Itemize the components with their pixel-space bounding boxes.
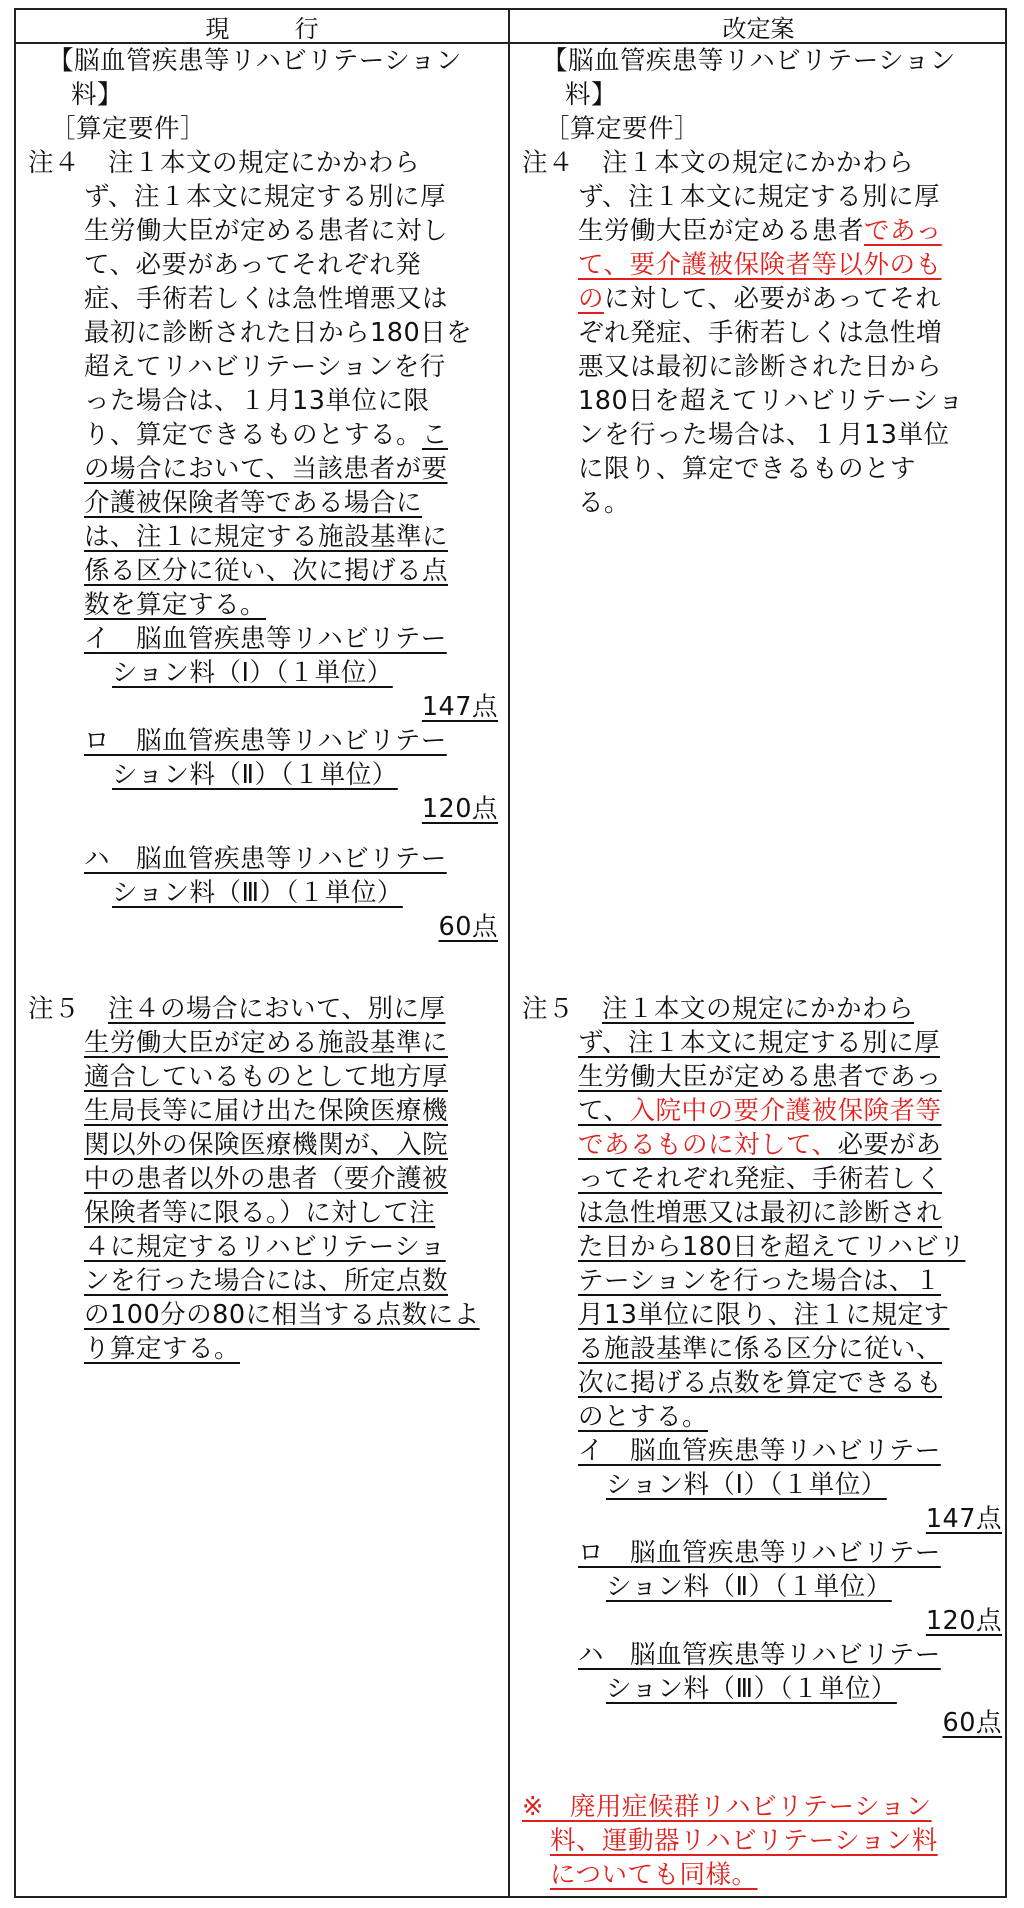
- requirements-heading: ［算定要件］: [544, 114, 701, 144]
- comparison-table: [14, 8, 1007, 1898]
- item-label: ロ 脳血管疾患等リハビリテー: [84, 726, 447, 756]
- item-label-cont: ション料（Ⅲ）（１単位）: [112, 878, 403, 908]
- note4-line: 注１本文の規定にかかわら: [602, 148, 915, 178]
- note5-line: の100分の80に相当する点数によ: [84, 1300, 480, 1330]
- note5-line: 関以外の保険医療機関が、入院: [84, 1130, 449, 1160]
- note4-underlined-line: 介護被保険者等である場合に: [84, 488, 423, 518]
- note5-line: 注４の場合において、別に厚: [108, 994, 446, 1024]
- note5-line: 次に掲げる点数を算定できるも: [578, 1368, 943, 1398]
- note5-line: 生労働大臣が定める施設基準に: [84, 1028, 449, 1058]
- header-revised: 改定案: [722, 14, 795, 43]
- note4-underlined-line: 係る区分に従い、次に掲げる点: [84, 556, 449, 586]
- note4-text: り、算定できるものとする。: [84, 420, 423, 450]
- note5-label: 注５: [28, 994, 81, 1024]
- note5-label: 注５: [522, 994, 575, 1024]
- note4-line: ず、注１本文に規定する別に厚: [84, 182, 446, 212]
- note5-line: ４に規定するリハビリテーショ: [84, 1232, 446, 1262]
- note4-line: 180日を超えてリハビリテーショ: [578, 386, 964, 416]
- note4-line: て、必要があってそれぞれ発: [84, 250, 422, 280]
- note5-line: 月13単位に限り、注１に規定す: [578, 1300, 950, 1330]
- note4-line: [578, 214, 942, 248]
- note4-line: ンを行った場合は、１月13単位: [578, 420, 950, 450]
- note5-line: 保険者等に限る。）に対して注: [84, 1198, 436, 1228]
- note4-added-text: であっ: [864, 216, 942, 246]
- note4-underlined-start: こ: [422, 420, 449, 450]
- section-title: 【脳血管疾患等リハビリテーション: [48, 46, 462, 76]
- note5-line: り算定する。: [84, 1334, 241, 1364]
- footnote-mark: ※: [522, 1792, 544, 1822]
- footnote-text: 廃用症候群リハビリテーション: [569, 1792, 932, 1822]
- note4-line: 超えてリハビリテーションを行: [84, 352, 446, 382]
- note5-text: 必要があ: [837, 1130, 942, 1160]
- note4-line: 注１本文の規定にかかわら: [108, 148, 421, 178]
- item-label-cont: ション料（Ⅰ）（１単位）: [112, 658, 393, 688]
- note4-text: 生労働大臣が定める患者: [578, 216, 865, 246]
- note4-line: 生労働大臣が定める患者に対し: [84, 216, 449, 246]
- note4-underlined-line: は、注１に規定する施設基準に: [84, 522, 449, 552]
- item-label: ハ 脳血管疾患等リハビリテー: [578, 1640, 941, 1670]
- note4-line: [84, 418, 448, 452]
- item-label-cont: ション料（Ⅲ）（１単位）: [606, 1674, 897, 1704]
- item-points: 60点: [438, 912, 498, 942]
- item-points: 60点: [942, 1708, 1002, 1738]
- section-title: 【脳血管疾患等リハビリテーション: [542, 46, 956, 76]
- note5-line: 注１本文の規定にかかわら: [602, 994, 915, 1024]
- note4-line: 症、手術若しくは急性増悪又は: [84, 284, 449, 314]
- item-label: イ 脳血管疾患等リハビリテー: [84, 624, 447, 654]
- note5-line: ってそれぞれ発症、手術若しく: [578, 1164, 943, 1194]
- note5-line: [578, 1128, 942, 1162]
- item-points: 120点: [421, 794, 498, 824]
- note4-line: る。: [578, 488, 631, 518]
- note5-line: 生局長等に届け出た保険医療機: [84, 1096, 449, 1126]
- note4-line: 最初に診断された日から180日を: [84, 318, 473, 348]
- note4-added-line: て、要介護被保険者等以外のも: [578, 250, 942, 280]
- note4-line: った場合は、１月13単位に限: [84, 386, 430, 416]
- note5-line: ンを行った場合には、所定点数: [84, 1266, 449, 1296]
- note4-label: 注４: [28, 148, 81, 178]
- note5-line: 中の患者以外の患者（要介護被: [84, 1164, 449, 1194]
- note5-line: た日から180日を超えてリハビリ: [578, 1232, 966, 1262]
- item-label: ハ 脳血管疾患等リハビリテー: [84, 844, 447, 874]
- note5-line: [578, 1094, 942, 1128]
- item-label: ロ 脳血管疾患等リハビリテー: [578, 1538, 941, 1568]
- item-label-cont: ション料（Ⅱ）（１単位）: [606, 1572, 892, 1602]
- note5-line: 生労働大臣が定める患者であっ: [578, 1062, 942, 1092]
- footnote-line: についても同様。: [550, 1860, 758, 1890]
- note4-underlined-line: の場合において、当該患者が要: [84, 454, 448, 484]
- note4-line: ぞれ発症、手術若しくは急性増: [578, 318, 943, 348]
- item-label: イ 脳血管疾患等リハビリテー: [578, 1436, 941, 1466]
- note5-line: 適合しているものとして地方厚: [84, 1062, 449, 1092]
- note5-text: て、: [578, 1096, 630, 1126]
- footnote-line: 料、運動器リハビリテーション料: [550, 1826, 938, 1856]
- note4-added-text: の: [578, 284, 605, 314]
- item-label-cont: ション料（Ⅰ）（１単位）: [606, 1470, 887, 1500]
- note5-line: ず、注１本文に規定する別に厚: [578, 1028, 940, 1058]
- note5-line: テーションを行った場合は、１: [578, 1266, 941, 1296]
- header-current: 現 行: [205, 14, 348, 43]
- requirements-heading: ［算定要件］: [50, 114, 207, 144]
- note4-line: 悪又は最初に診断された日から: [578, 352, 943, 382]
- note5-added-text: 入院中の要介護被保険者等: [629, 1096, 942, 1126]
- note5-line: のとする。: [578, 1402, 709, 1432]
- note4-label: 注４: [522, 148, 575, 178]
- note4-underlined-line: 数を算定する。: [84, 590, 267, 620]
- note4-line: に限り、算定できるものとす: [578, 454, 917, 484]
- section-title-cont: 料】: [565, 80, 618, 110]
- note4-line: ず、注１本文に規定する別に厚: [578, 182, 940, 212]
- note5-line: る施設基準に係る区分に従い、: [578, 1334, 943, 1364]
- section-title-cont: 料】: [71, 80, 124, 110]
- note5-added-text: であるものに対して、: [578, 1130, 838, 1160]
- item-points: 120点: [925, 1606, 1002, 1636]
- item-label-cont: ション料（Ⅱ）（１単位）: [112, 760, 398, 790]
- column-divider: [508, 10, 510, 1896]
- note5-line: は急性増悪又は最初に診断され: [578, 1198, 943, 1228]
- note4-line: [578, 282, 941, 316]
- note4-text: に対して、必要があってそれ: [604, 284, 942, 314]
- item-points: 147点: [421, 692, 498, 722]
- item-points: 147点: [925, 1504, 1002, 1534]
- footnote-line: [522, 1790, 932, 1824]
